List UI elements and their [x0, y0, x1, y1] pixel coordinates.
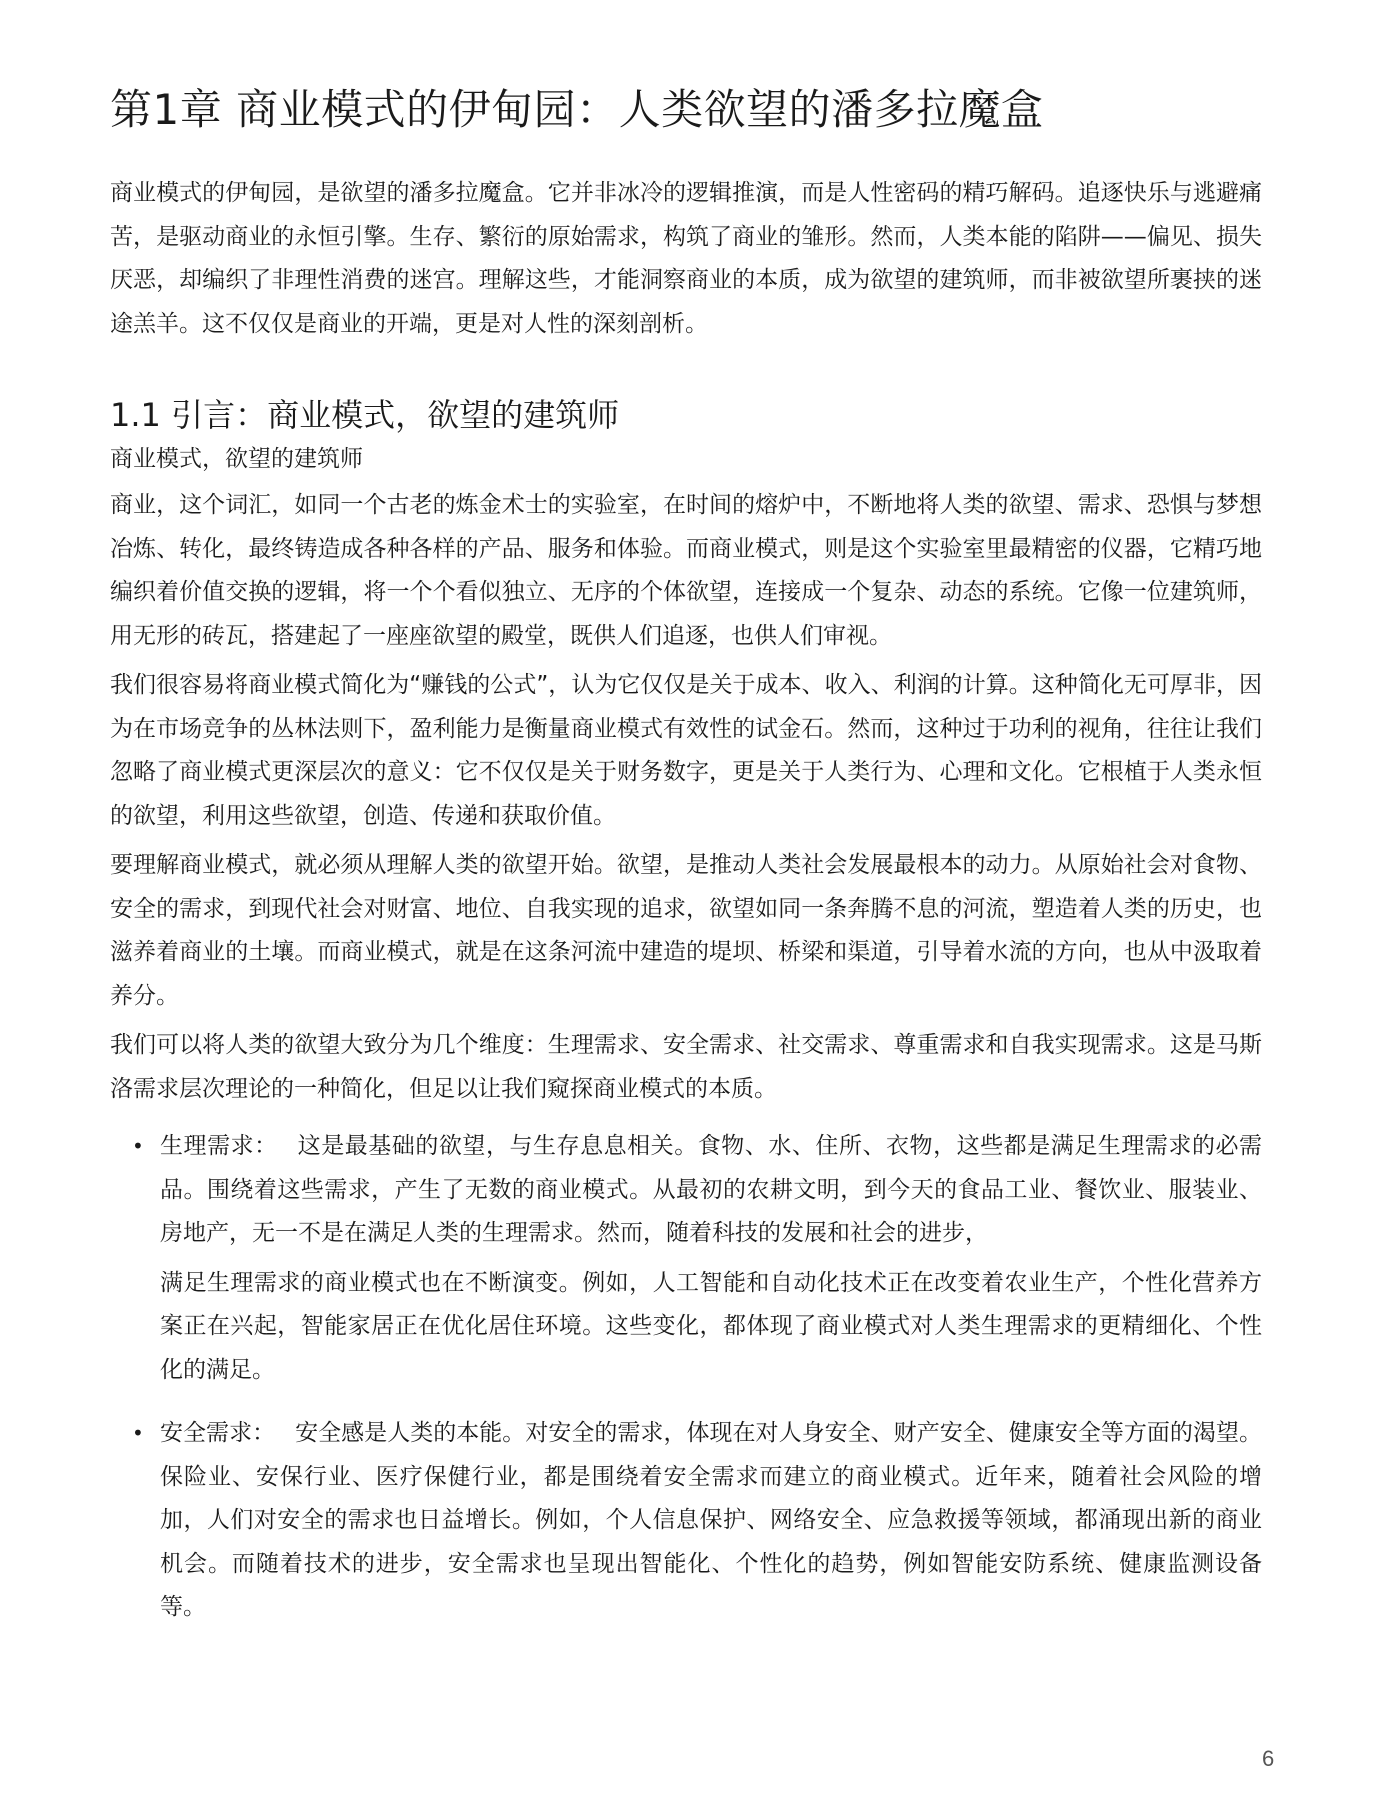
- page-number: 6: [1262, 1746, 1275, 1771]
- document-page: [110, 78, 1262, 1650]
- section-subheading: 商业模式，欲望的建筑师: [110, 446, 363, 472]
- bullet-marker-icon: •: [132, 1421, 144, 1445]
- body-paragraph: 我们可以将人类的欲望大致分为几个维度：生理需求、安全需求、社交需求、尊重需求和自我实现需求。这是马斯洛需求层次理论的一种简化，但足以让我们窥探商业模式的本质。: [110, 1032, 1262, 1102]
- bullet-body: 这是最基础的欲望，与生存息息相关。食物、水、住所、衣物，这些都是满足生理需求的必需品。围绕着这些需求，产生了无数的商业模式。从最初的农耕文明，到今天的食品工业、餐饮业、服装业、房地产，无一不是在满足人类的生理需求。然而，随着科技的发展和社会的进步，: [160, 1133, 1263, 1246]
- bullet-text: [160, 1412, 1262, 1630]
- bullet-item-physiological: [110, 1125, 1262, 1392]
- bullet-text: [160, 1125, 1262, 1256]
- body-paragraph: 我们很容易将商业模式简化为“赚钱的公式”，认为它仅仅是关于成本、收入、利润的计算。这种简化无可厚非，因为在市场竞争的丛林法则下，盈利能力是衡量商业模式有效性的试金石。然而，这种过于功利的视角，往往让我们忽略了商业模式更深层次的意义：它不仅仅是关于财务数字，更是关于人类行为、心理和文化。它根植于人类永恒的欲望，利用这些欲望，创造、传递和获取价值。: [110, 672, 1262, 829]
- chapter-title: 第1章 商业模式的伊甸园：人类欲望的潘多拉魔盒: [110, 85, 1044, 134]
- body-paragraph: 要理解商业模式，就必须从理解人类的欲望开始。欲望，是推动人类社会发展最根本的动力。从原始社会对食物、安全的需求，到现代社会对财富、地位、自我实现的追求，欲望如同一条奔腾不息的河流，塑造着人类的历史，也滋养着商业的土壤。而商业模式，就是在这条河流中建造的堤坝、桥梁和渠道，引导着水流的方向，也从中汲取着养分。: [110, 852, 1262, 1009]
- body-paragraph: 商业，这个词汇，如同一个古老的炼金术士的实验室，在时间的熔炉中，不断地将人类的欲望、需求、恐惧与梦想冶炼、转化，最终铸造成各种各样的产品、服务和体验。而商业模式，则是这个实验室里最精密的仪器，它精巧地编织着价值交换的逻辑，将一个个看似独立、无序的个体欲望，连接成一个复杂、动态的系统。它像一位建筑师，用无形的砖瓦，搭建起了一座座欲望的殿堂，既供人们追逐，也供人们审视。: [110, 492, 1262, 649]
- section-heading: 1.1 引言：商业模式，欲望的建筑师: [110, 396, 620, 434]
- chapter-intro-paragraph: 商业模式的伊甸园，是欲望的潘多拉魔盒。它并非冰冷的逻辑推演，而是人性密码的精巧解码。追逐快乐与逃避痛苦，是驱动商业的永恒引擎。生存、繁衍的原始需求，构筑了商业的雏形。然而，人类本能的陷阱——偏见、损失厌恶，却编织了非理性消费的迷宫。理解这些，才能洞察商业的本质，成为欲望的建筑师，而非被欲望所裹挟的迷途羔羊。这不仅仅是商业的开端，更是对人性的深刻剖析。: [110, 180, 1262, 337]
- bullet-body: 安全感是人类的本能。对安全的需求，体现在对人身安全、财产安全、健康安全等方面的渴望。保险业、安保行业、医疗保健行业，都是围绕着安全需求而建立的商业模式。近年来，随着社会风险的增加，人们对安全的需求也日益增长。例如，个人信息保护、网络安全、应急救援等领域，都涌现出新的商业机会。而随着技术的进步，安全需求也呈现出智能化、个性化的趋势，例如智能安防系统、健康监测设备等。: [160, 1420, 1263, 1620]
- bullet-label: 安全需求：: [160, 1420, 276, 1446]
- bullet-label: 生理需求：: [160, 1133, 278, 1159]
- bullet-continuation: 满足生理需求的商业模式也在不断演变。例如，人工智能和自动化技术正在改变着农业生产，个性化营养方案正在兴起，智能家居正在优化居住环境。这些变化，都体现了商业模式对人类生理需求的更精细化、个性化的满足。: [160, 1269, 1262, 1383]
- bullet-item-safety: [110, 1412, 1262, 1630]
- bullet-marker-icon: •: [132, 1134, 144, 1158]
- needs-bullet-list: [110, 1125, 1262, 1630]
